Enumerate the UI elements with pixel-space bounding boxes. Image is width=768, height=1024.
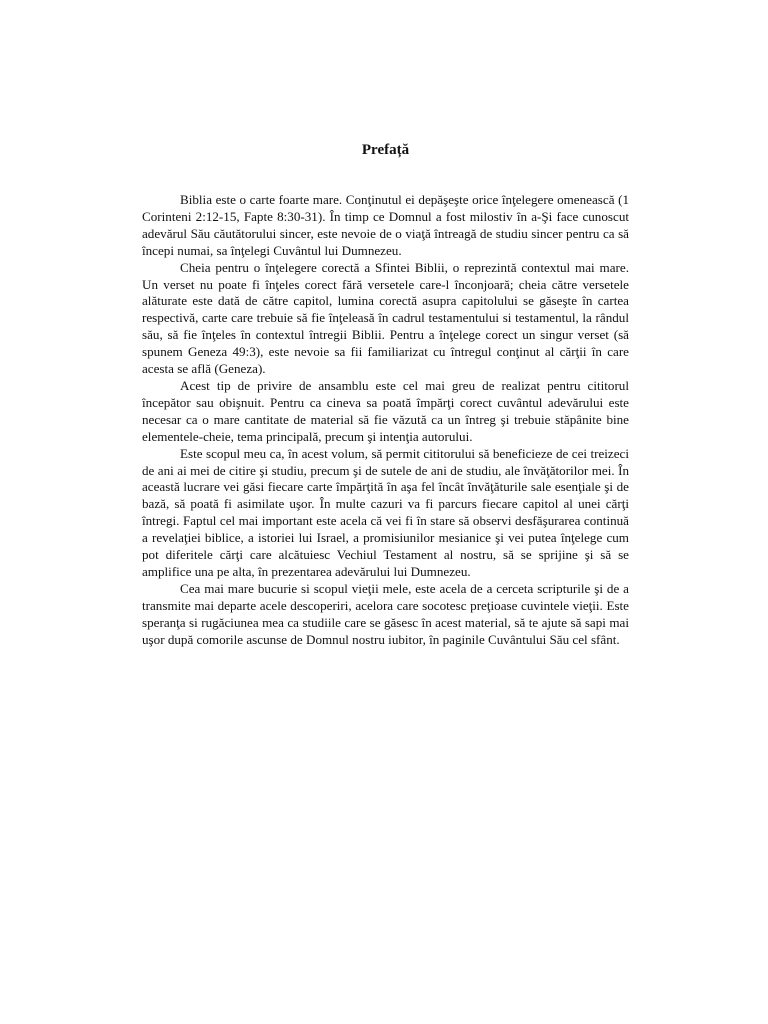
paragraph: Cea mai mare bucurie si scopul vieţii mele, este acela de a cerceta scripturile şi de a transmite mai departe acele descoperiri, acelora care socotesc preţioase cuvintele vieţii. Este speranţa si rugăciunea mea ca studiile care se găsesc în acest material, să te ajute să sapi mai uşor după comorile ascunse de Domnul nostru iubitor, în paginile Cuvântului Său cel sfânt. [142, 580, 629, 647]
paragraph: Este scopul meu ca, în acest volum, să permit cititorului să beneficieze de cei treizeci de ani ai mei de citire şi studiu, precum şi de sutele de ani de studiu, ale învăţătorilor mei. În această lucrare vei găsi fiecare carte împărţită în aşa fel încât învăţăturile sale esenţiale şi de bază, să poată fi asimilate uşor. În multe cazuri va fi parcurs fiecare capitol al unei cărţi întregi. Faptul cel mai important este acela că vei fi în stare să observi desfăşurarea continuă a revelaţiei biblice, a istoriei lui Israel, a promisiunilor mesianice şi vei putea înţelege cum pot diferitele cărţi care alcătuiesc Vechiul Testament al nostru, să se sprijine şi să se amplifice una pe alta, în prezentarea adevărului lui Dumnezeu. [142, 445, 629, 579]
page-title: Prefață [361, 142, 410, 158]
document-page [142, 140, 629, 648]
paragraph: Biblia este o carte foarte mare. Conţinutul ei depăşeşte orice înţelegere omenească (1 Corinteni 2:12-15, Fapte 8:30-31). În timp ce Domnul a fost milostiv în a-Şi face cunoscut adevărul Său căutătorului sincer, este nevoie de o viaţă întreagă de studiu sincer pentru ca să începi numai, sa înţelegi Cuvântul lui Dumnezeu. [142, 192, 629, 258]
paragraph: Acest tip de privire de ansamblu este cel mai greu de realizat pentru cititorul începător sau obişnuit. Pentru ca cineva sa poată împărţi corect cuvântul adevărului este necesar ca o mare cantitate de material să fie văzută ca un întreg şi trebuie stăpânite bine elementele-cheie, tema principală, precum şi intenţia autorului. [142, 377, 629, 444]
paragraph: Cheia pentru o înţelegere corectă a Sfintei Biblii, o reprezintă contextul mai mare. Un verset nu poate fi înţeles corect fără versetele care-l înconjoară; cheia către versetele alăturate este dată de către capitol, lumina corectă asupra capitolului se găseşte în cartea respectivă, carte care trebuie să fie înţeleasă în cadrul testamentului si testamentul, la rândul său, să fie înţeles în contextul întregii Biblii. Pentru a înţelege corect un singur verset (să spunem Geneza 49:3), este nevoie sa fii familiarizat cu întregul conţinut al cărţii în care acesta se află (Geneza). [142, 259, 629, 377]
